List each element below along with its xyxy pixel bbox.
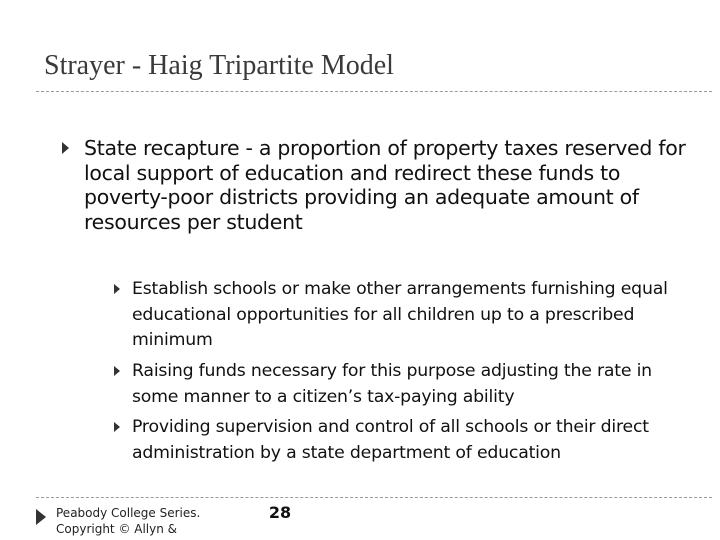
sub-bullet-text-1: Establish schools or make other arrangements furnishing equal educational opportunities for all children up to a prescribed minimum	[132, 279, 668, 350]
slide-title: Strayer - Haig Tripartite Model	[44, 50, 394, 81]
sub-bullet-arrow-icon	[114, 366, 120, 376]
sub-bullet-text-2: Raising funds necessary for this purpose adjusting the rate in some manner to a citizen’s tax-paying ability	[132, 361, 652, 407]
footer-line-2: Copyright © Allyn &	[56, 522, 178, 536]
footer-divider	[36, 497, 712, 498]
sub-bullet-arrow-icon	[114, 422, 120, 432]
footer-arrow-icon	[36, 509, 46, 525]
footer-line-1: Peabody College Series.	[56, 506, 201, 520]
sub-bullet-arrow-icon	[114, 284, 120, 294]
sub-bullet-text-3: Providing supervision and control of all schools or their direct administration by a state department of education	[132, 417, 649, 463]
bullet-arrow-icon	[62, 142, 69, 154]
title-divider	[36, 91, 712, 92]
main-bullet-text: State recapture - a proportion of property taxes reserved for local support of education and redirect these funds to poverty-poor districts providing an adequate amount of resources per student	[84, 136, 686, 234]
footer-copyright	[56, 505, 256, 537]
page-number: 28	[268, 503, 292, 522]
